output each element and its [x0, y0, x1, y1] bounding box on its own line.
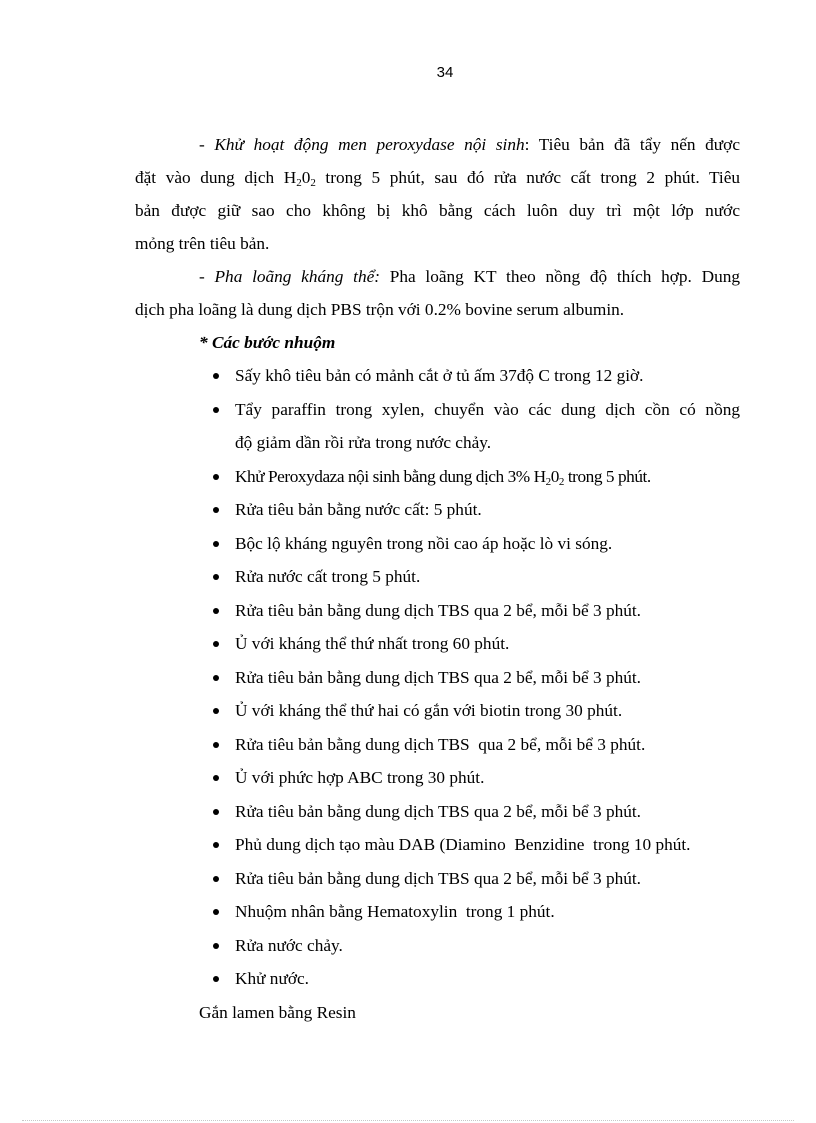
dash-prefix: -: [199, 135, 215, 154]
paragraph-line: [135, 260, 740, 293]
paragraph-line: [135, 128, 740, 161]
bullet-icon: [213, 373, 219, 379]
list-item: [210, 962, 740, 996]
document-body: [135, 128, 740, 1029]
list-item: [210, 795, 740, 829]
list-item-text: Bộc lộ kháng nguyên trong nồi cao áp hoặc lò vi sóng.: [235, 533, 613, 553]
list-item: [210, 694, 740, 728]
list-item: [210, 359, 740, 393]
paragraph-text: đặt vào dung dịch H: [135, 168, 297, 187]
list-item: [210, 929, 740, 963]
paragraph-line: [135, 161, 740, 194]
bullet-icon: [213, 809, 219, 815]
list-item-text: trong 5 phút.: [563, 466, 651, 486]
paragraph-dilute-block: [135, 260, 740, 326]
paragraph-line: dịch pha loãng là dung dịch PBS trộn với 0.2% bovine serum albumin.: [135, 300, 625, 319]
list-item-text: Ủ với phức hợp ABC trong 30 phút.: [235, 768, 485, 787]
steps-list: [135, 359, 740, 996]
bullet-icon: [213, 708, 219, 714]
bullet-icon: [213, 574, 219, 580]
bullet-icon: [213, 876, 219, 882]
page-bottom-divider: [22, 1120, 794, 1121]
term-enzyme: Khử hoạt động men peroxydase nội sinh: [214, 135, 525, 154]
bullet-icon: [213, 775, 219, 781]
list-item-text: 0: [550, 466, 559, 486]
list-item-text: Rửa tiêu bản bằng dung dịch TBS qua 2 bể, mỗi bể 3 phút.: [235, 667, 641, 687]
list-item-text: Rửa tiêu bản bằng dung dịch TBS qua 2 bể, mỗi bể 3 phút.: [235, 600, 641, 620]
paragraph-line: mỏng trên tiêu bản.: [135, 234, 270, 253]
bullet-icon: [213, 976, 219, 982]
list-item: [210, 828, 740, 862]
list-item: [210, 460, 740, 494]
subscript: 2: [310, 177, 316, 189]
list-item-text: Khử Peroxydaza nội sinh bằng dung dịch 3% H: [235, 466, 546, 486]
list-item-text: Rửa tiêu bản bằng dung dịch TBS qua 2 bể, mỗi bể 3 phút.: [235, 734, 646, 754]
bullet-icon: [213, 675, 219, 681]
list-item: [210, 862, 740, 896]
paragraph-text: Pha loãng KT theo nồng độ thích hợp. Dung: [380, 267, 741, 286]
steps-heading: * Các bước nhuộm: [199, 333, 336, 352]
bullet-icon: [213, 842, 219, 848]
list-item-text: Tẩy paraffin trong xylen, chuyển vào các dung dịch cồn có nồng: [235, 399, 740, 419]
bullet-icon: [213, 474, 219, 480]
list-item: [210, 661, 740, 695]
list-item-text: Nhuộm nhân bằng Hematoxylin trong 1 phút.: [235, 902, 555, 921]
subscript: 2: [296, 177, 302, 189]
paragraph-text: trong 5 phút, sau đó rửa nước cất trong 2 phút. Tiêu: [315, 168, 741, 187]
bullet-icon: [213, 909, 219, 915]
page-number: 34: [436, 64, 454, 81]
paragraph-line: bản được giữ sao cho không bị khô bằng cách luôn duy trì một lớp nước: [135, 201, 740, 220]
list-item-text: Rửa tiêu bản bằng nước cất: 5 phút.: [235, 500, 482, 519]
bullet-icon: [213, 608, 219, 614]
dash-prefix: -: [199, 267, 215, 286]
list-item: [210, 627, 740, 661]
list-item: [210, 895, 740, 929]
list-item: [210, 761, 740, 795]
list-item-text: Rửa nước cất trong 5 phút.: [235, 567, 421, 586]
paragraph-text: : Tiêu bản đã tẩy nến được: [524, 135, 740, 154]
subscript: 2: [558, 475, 564, 488]
list-item-text: Ủ với kháng thể thứ hai có gắn với biotin trong 30 phút.: [235, 701, 623, 720]
list-item-text: Rửa tiêu bản bằng dung dịch TBS qua 2 bể, mỗi bể 3 phút.: [235, 801, 641, 821]
paragraph-enzyme-block: [135, 128, 740, 260]
subscript: 2: [545, 475, 551, 488]
list-item-text: Rửa nước chảy.: [235, 935, 343, 955]
list-item-text: Sấy khô tiêu bản có mảnh cắt ở tủ ấm 37độ C trong 12 giờ.: [235, 366, 644, 385]
list-item: [210, 393, 740, 460]
bullet-icon: [213, 742, 219, 748]
list-item: [210, 594, 740, 628]
list-item: [210, 560, 740, 594]
bullet-icon: [213, 541, 219, 547]
list-item: [210, 527, 740, 561]
list-item: [210, 728, 740, 762]
list-item-text: Phủ dung dịch tạo màu DAB (Diamino Benzidine trong 10 phút.: [235, 835, 691, 854]
list-item-text: Ủ với kháng thể thứ nhất trong 60 phút.: [235, 634, 510, 653]
term-dilute: Pha loãng kháng thể:: [214, 267, 381, 286]
closing-line: Gắn lamen bằng Resin: [199, 1002, 356, 1022]
list-item-text: độ giảm dần rồi rửa trong nước chảy.: [235, 433, 492, 452]
list-item-text: Rửa tiêu bản bằng dung dịch TBS qua 2 bể, mỗi bể 3 phút.: [235, 868, 641, 888]
list-item: [210, 493, 740, 527]
paragraph-text: 0: [301, 168, 311, 187]
bullet-icon: [213, 943, 219, 949]
bullet-icon: [213, 507, 219, 513]
bullet-icon: [213, 407, 219, 413]
list-item-text: Khử nước.: [235, 969, 309, 988]
bullet-icon: [213, 641, 219, 647]
